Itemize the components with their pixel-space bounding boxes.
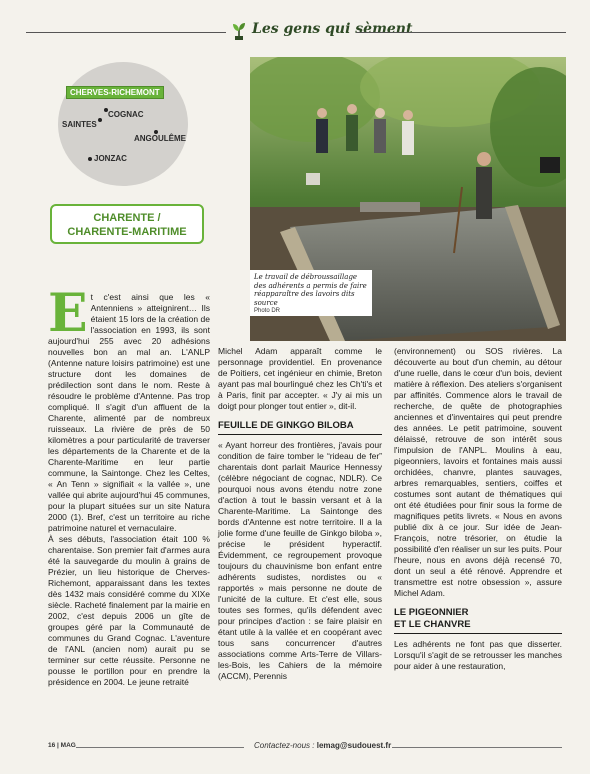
paragraph: À ses débuts, l'association était 100 % charentaise. Son premier fait d'armes aura été la sauvegarde du moulin à grains de Prézier, un lieu historique de Cherves-Richemont, apparaissant dans les textes dès 1432 mais considéré comme du XIXe siècle. Racheté finalement par la mairie en 2002, c'est depuis 2006 un gîte de groupes géré par la Communauté de communes du Grand Cognac. L'aventure de l'ANL (ancien nom) aurait pu se terminer sur cette réussite. Personne ne pousse le portillon pour en prendre la présidence en 2004. Le jeune retraité — [48, 534, 210, 687]
footer-rule-right — [392, 747, 562, 748]
paragraph: Les adhérents ne font pas que disserter. Lorsqu'il s'agit de se retrousser les manches pour aider à une restauration, — [394, 639, 562, 671]
page-number: 16 | MAG — [48, 742, 76, 749]
map-highlight-town: CHERVES-RICHEMONT — [66, 86, 164, 99]
article-column-2 — [218, 346, 382, 682]
footer-rule-left — [76, 747, 244, 748]
subheading-text: LE PIGEONNIER — [394, 607, 469, 618]
caption-text: Le travail de débroussaillage des adhérents a permis de faire réapparaître des lavoirs dits source — [254, 273, 367, 307]
map-town-label: JONZAC — [94, 154, 127, 163]
sprout-icon — [232, 22, 246, 40]
map-town-label: SAINTES — [62, 120, 97, 129]
section-title: Les gens qui sèment — [252, 21, 413, 37]
contact-label: Contactez-nous : — [254, 741, 315, 750]
subheading-text: FEUILLE DE GINKGO BILOBA — [218, 420, 354, 431]
photo-credit: Photo DR — [254, 308, 281, 314]
subheading-text: ET LE CHANVRE — [394, 619, 471, 630]
article-column-1 — [48, 283, 210, 688]
subheading-ginkgo — [218, 420, 382, 435]
map-dot — [98, 118, 102, 122]
contact-email[interactable]: lemag@sudouest.fr — [316, 741, 392, 750]
subheading-pigeonnier — [394, 607, 562, 634]
header-rule-left — [26, 32, 226, 33]
map-town-label: ANGOULÊME — [134, 134, 186, 143]
header-rule-right — [356, 32, 566, 33]
subheading-rule — [218, 434, 382, 435]
subheading-rule — [394, 633, 562, 634]
paragraph: t c'est ainsi que les « Antenniens » atteignirent… Ils étaient 15 lors de la création de l'association en 1993, ils sont aujourd'hui 255 avec 20 adhésions nouvelles bon an mal an. L'ANLP (Antenne nature loisirs patrimoine) est une structure dont les domaines de prédilection sont dans le nom. Reste à résoudre le problème d'Antenne. Pas trop compliqué. Il s'agit d'un affluent de la Charente, alimenté par de nombreux ruisseaux. La rivière de près de 50 kilomètres a pour particularité de traverser les départements de la Charente et de la Charente-Maritime en leur partie commune, la Saintonge. Chez les Celtes, « An Tenn » signifiait « la vallée », une vallée qui abrite aujourd'hui 45 communes, pour la plupart situées sur un site Natura 2000 (1). Bref, c'est un territoire au riche patrimoine naturel et vernaculaire. — [48, 292, 210, 533]
article-column-3 — [394, 346, 562, 672]
department-box — [50, 204, 204, 244]
section-header — [0, 18, 590, 48]
location-map — [58, 62, 188, 186]
contact-line — [254, 741, 391, 750]
photo-caption — [250, 270, 372, 316]
map-town-label: COGNAC — [108, 110, 144, 119]
drop-cap: E — [48, 283, 88, 344]
paragraph: (environnement) ou SOS rivières. La découverte au bout d'un chemin, au détour d'une ruelle, dans le cœur d'un bois, devient matière à réflexion. Des ateliers s'organisent par affinités. Commence alors le travail de recherche, de quête de photographies anciennes et d'inventaires qui peut prendre des années. Le petit patrimoine, souvent délaissé, retrouve de son intérêt sous l'impulsion de l'ANPL. Moulins à eau, pigeonniers, lavoirs et fontaines mais aussi orchidées, chanvre, plantes sauvages, arbres remarquables, sentiers, coiffes et costumes sont autant de thématiques qui ont été étudiées pour finir sous la forme de magnifiques petits livrets. « Nous en avons publié dix à ce jour. Sur idée de Jean-François, notre trésorier, on étudie la possibilité d'en réaliser un sur les puits. Pour l'heure, nous en avons déjà recensé 70, dont un seul a été rénové. Apprendre et transmettre est notre obsession », assure Michel Adam. — [394, 346, 562, 598]
department-line: CHARENTE / — [93, 212, 161, 224]
department-line: CHARENTE-MARITIME — [67, 226, 187, 238]
page-footer — [0, 738, 590, 758]
paragraph: Michel Adam apparaît comme le personnage providentiel. En provenance de Poitiers, cet ingénieur en chimie, Breton ayant pas mal bourlingué chez les Ch'ti's et à Paris, finit par accepter. « J'y ai mis un doigt pour plonger tout entier », dit-il. — [218, 346, 382, 411]
paragraph: « Ayant horreur des frontières, j'avais pour condition de faire tomber le “rideau de fer” charentais dont parlait Maurice Hennessy (célèbre négociant de cognac, NDLR). Ce pourquoi nous avons étendu notre zone d'action à tout le bassin versant et à la Charente-Maritime. La Saintonge des bords d'Antenne est notre territoire. Il a la jolie forme d'une feuille de Ginkgo biloba », précise le président hyperactif. Évidemment, ce regroupement provoque toujours du chauvinisme bon enfant entre adhérents sudistes, nordistes ou « rapportés » mais personne ne doute de l'unicité de la culture. Et c'est elle, sous toutes ses formes, qu'ils défendent avec pour principes d'action : se faire plaisir en étant utile à la vallée et en coopérant avec tous sans concurrencer d'autres associations comme Arts-Terre de Villars-les-Bois, les Cahiers de la mémoire (ACCM), Perennis — [218, 440, 382, 681]
map-dot — [88, 157, 92, 161]
